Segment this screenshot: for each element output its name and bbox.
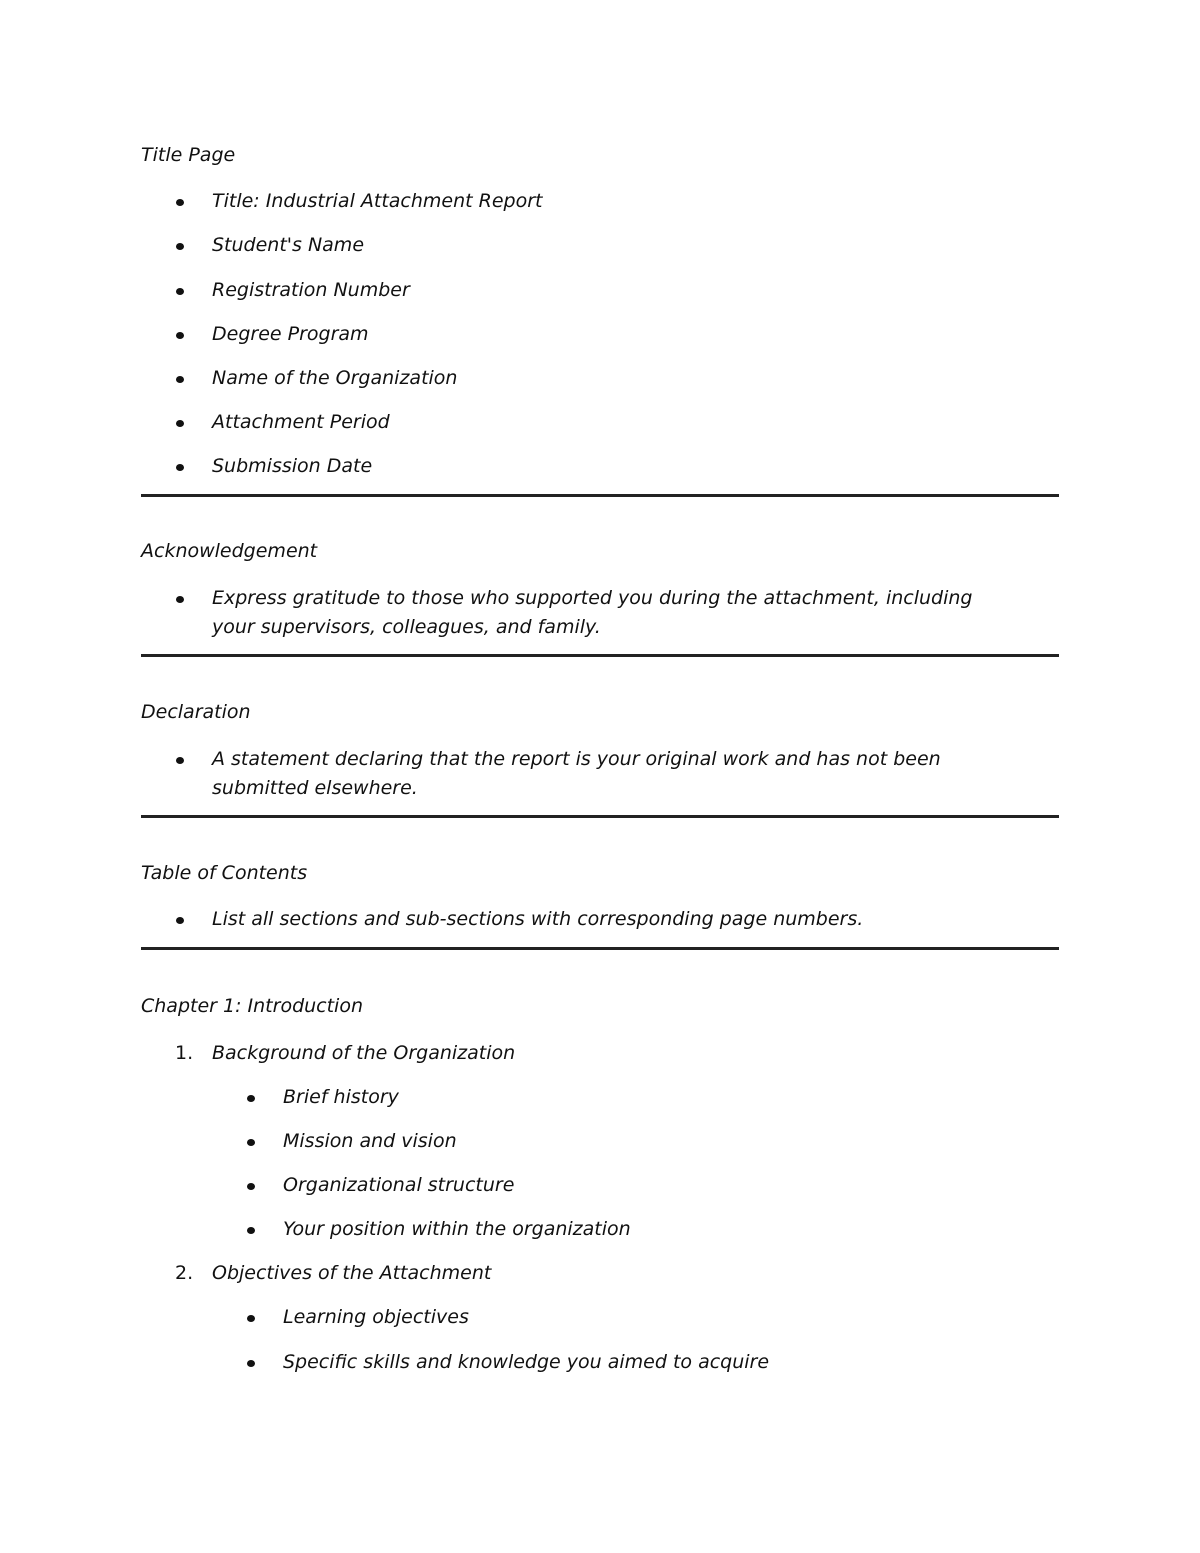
bullet-icon xyxy=(176,596,184,603)
list-item-text: Your position within the organization xyxy=(283,1218,631,1240)
list-item-text: Name of the Organization xyxy=(212,367,458,389)
bullet-icon xyxy=(176,243,184,250)
list-item-text: Attachment Period xyxy=(212,411,390,433)
list-item-text: Learning objectives xyxy=(283,1306,469,1328)
chapter-1-heading: Chapter 1: Introduction xyxy=(141,995,364,1017)
acknowledgement-heading: Acknowledgement xyxy=(141,540,318,562)
declaration-heading: Declaration xyxy=(141,701,251,723)
bullet-icon xyxy=(247,1095,255,1102)
list-item-text: Degree Program xyxy=(212,323,369,345)
list-item-text: Specific skills and knowledge you aimed to acquire xyxy=(283,1351,770,1373)
list-item-text: Organizational structure xyxy=(283,1174,515,1196)
bullet-icon xyxy=(176,332,184,339)
list-item-text: Express gratitude to those who supported you during the attachment, including your supervisors, colleagues, and family. xyxy=(212,587,973,638)
list-item-text: Mission and vision xyxy=(283,1130,457,1152)
section-divider xyxy=(141,494,1059,497)
bullet-icon xyxy=(247,1360,255,1367)
section-divider xyxy=(141,654,1059,657)
bullet-icon xyxy=(247,1139,255,1146)
title-page-heading: Title Page xyxy=(141,144,236,166)
list-item-text: Submission Date xyxy=(212,455,373,477)
item-number: 2. xyxy=(175,1262,194,1284)
bullet-icon xyxy=(247,1315,255,1322)
bullet-icon xyxy=(176,288,184,295)
list-item-text: A statement declaring that the report is your original work and has not been submitted elsewhere. xyxy=(212,748,941,799)
section-divider xyxy=(141,815,1059,818)
numbered-item-title: Objectives of the Attachment xyxy=(212,1262,492,1284)
bullet-icon xyxy=(176,420,184,427)
list-item-text: Brief history xyxy=(283,1086,399,1108)
bullet-icon xyxy=(176,757,184,764)
numbered-item-title: Background of the Organization xyxy=(212,1042,516,1064)
bullet-icon xyxy=(247,1183,255,1190)
bullet-icon xyxy=(176,199,184,206)
list-item-text: Registration Number xyxy=(212,279,410,301)
list-item-text: List all sections and sub-sections with corresponding page numbers. xyxy=(212,908,864,930)
table-of-contents-heading: Table of Contents xyxy=(141,862,308,884)
bullet-icon xyxy=(176,917,184,924)
bullet-icon xyxy=(176,464,184,471)
bullet-icon xyxy=(247,1227,255,1234)
list-item-text: Student's Name xyxy=(212,234,365,256)
section-divider xyxy=(141,947,1059,950)
list-item-text: Title: Industrial Attachment Report xyxy=(212,190,543,212)
item-number: 1. xyxy=(175,1042,194,1064)
bullet-icon xyxy=(176,376,184,383)
